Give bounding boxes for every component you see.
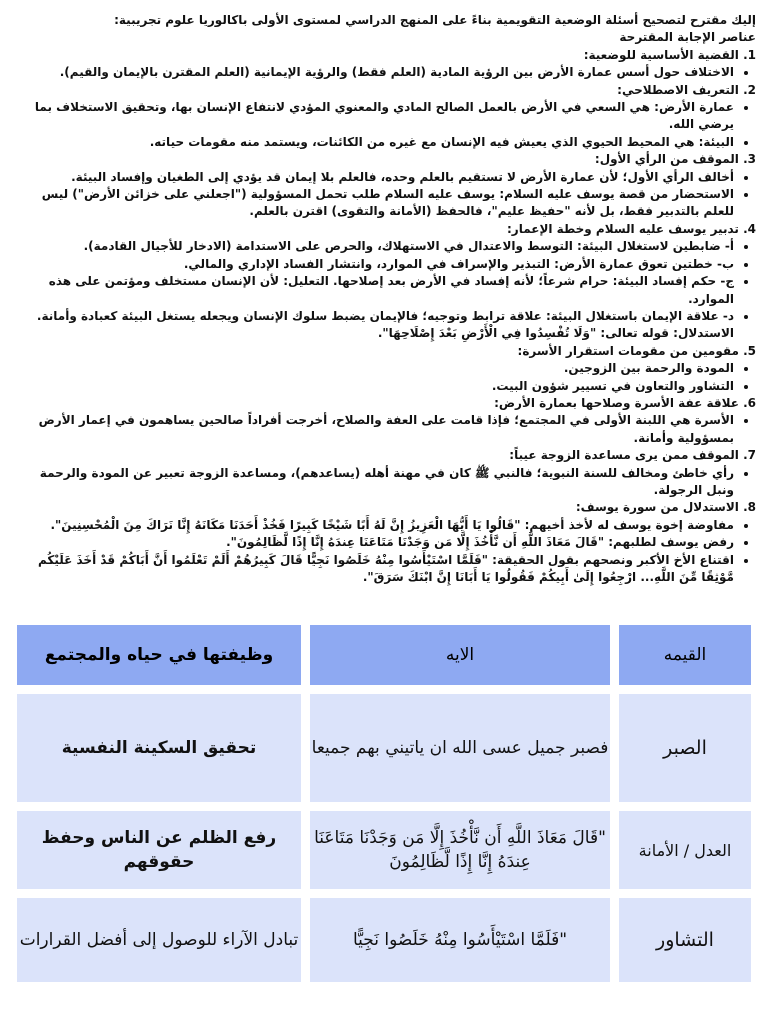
cell-function: تبادل الآراء للوصول إلى أفضل القرارات	[17, 898, 301, 982]
cell-ayah: "فَلَمَّا اسْتَيْأَسُوا مِنْهُ خَلَصُوا نَجِيًّا	[310, 898, 610, 982]
section-5-title: 5. مقومين من مقومات استقرار الأسرة:	[517, 343, 756, 358]
list-item: • رفض يوسف لطلبهم: "قَالَ مَعَاذَ اللَّهِ أَن نَّأْخُذَ إِلَّا مَن وَجَدْنَا مَتَاعَنَا عِندَهُ إِنَّا إِذًا لَّظَالِمُونَ".	[10, 534, 734, 551]
list-item: • التشاور والتعاون في تسيير شؤون البيت.	[10, 378, 734, 395]
table-row	[17, 898, 751, 982]
list-item: • الأسرة هي اللبنة الأولى في المجتمع؛ فإذا قامت على العفة والصلاح، أخرجت أفراداً صالحين يساهمون في إعمار الأرض بمسؤولية وأمانة.	[10, 412, 734, 447]
section-3-list	[10, 169, 756, 221]
section-1-list	[10, 64, 756, 81]
cell-function: رفع الظلم عن الناس وحفظ حقوقهم	[17, 811, 301, 889]
section-5-list	[10, 360, 756, 395]
list-item: • المودة والرحمة بين الزوجين.	[10, 360, 734, 377]
section-7-list	[10, 465, 756, 500]
answer-elements-heading: عناصر الإجابة المقترحة	[619, 30, 756, 45]
section-2-list	[10, 99, 756, 151]
section-8-title: 8. الاستدلال من سورة يوسف:	[575, 500, 756, 515]
list-item: • أ- ضابطين لاستغلال البيئة: التوسط والاعتدال في الاستهلاك، والحرص على الاستدامة (الادخار للأجيال القادمة).	[10, 238, 734, 255]
cell-function: تحقيق السكينة النفسية	[17, 694, 301, 802]
cell-value: العدل / الأمانة	[619, 811, 751, 889]
section-6-list	[10, 412, 756, 447]
list-item: • الاختلاف حول أسس عمارة الأرض بين الرؤية المادية (العلم فقط) والرؤية الإيمانية (العلم المقترن بالإيمان والقيم).	[10, 64, 734, 81]
list-item: • د- علاقة الإيمان باستغلال البيئة: علاقة ترابط وتوجيه؛ فالإيمان يضبط سلوك الإنسان ويجعله يستغل البيئة كعبادة وأمانة. الاستدلال: قوله تعالى: "وَلَا تُفْسِدُوا فِي الْأَرْضِ بَعْدَ إِصْلَاحِهَا".	[10, 308, 734, 343]
table-header-row	[17, 625, 751, 685]
cell-ayah: فصبر جميل عسى الله ان ياتيني بهم جميعا	[310, 694, 610, 802]
table-row	[17, 694, 751, 802]
list-item: • مفاوضة إخوة يوسف له لأخذ أخيهم: "قَالُوا يَا أَيُّهَا الْعَزِيزُ إِنَّ لَهُ أَبًا شَيْخًا كَبِيرًا فَخُذْ أَحَدَنَا مَكَانَهُ إِنَّا نَرَاكَ مِنَ الْمُحْسِنِينَ".	[10, 517, 734, 534]
section-2-title: 2. التعريف الاصطلاحي:	[617, 82, 756, 97]
table-row	[17, 811, 751, 889]
document-body	[10, 12, 756, 586]
section-8-list	[10, 517, 756, 587]
cell-value: الصبر	[619, 694, 751, 802]
list-item: • عمارة الأرض: هي السعي في الأرض بالعمل الصالح المادي والمعنوي المؤدي لانتفاع الإنسان بها، وتحقيق الاستخلاف بما يرضي الله.	[10, 99, 734, 134]
list-item: • ب- خطتين تعوق عمارة الأرض: التبذير والإسراف في الموارد، وانتشار الفساد الإداري والمالي.	[10, 256, 734, 273]
section-4-list	[10, 238, 756, 342]
values-table	[8, 616, 760, 991]
section-4-title: 4. تدبير يوسف عليه السلام وخطة الإعمار:	[507, 221, 756, 236]
header-ayah: الايه	[310, 625, 610, 685]
list-item: • ج- حكم إفساد البيئة: حرام شرعاً؛ لأنه إفساد في الأرض بعد إصلاحها. التعليل: لأن الإنسان مستخلف ومؤتمن على هذه الموارد.	[10, 273, 734, 308]
section-6-title: 6. علاقة عفة الأسرة وصلاحها بعمارة الأرض:	[494, 395, 756, 410]
header-value: القيمه	[619, 625, 751, 685]
section-1-title: 1. القضية الأساسية للوضعية:	[583, 47, 756, 62]
list-item: • رأي خاطئ ومخالف للسنة النبوية؛ فالنبي ﷺ كان في مهنة أهله (يساعدهم)، ومساعدة الزوجة تعبير عن المودة والرحمة ونبل الرجولة.	[10, 465, 734, 500]
list-item: • أخالف الرأي الأول؛ لأن عمارة الأرض لا تستقيم بالعلم وحده، فالعلم بلا إيمان قد يؤدي إلى الطغيان وإفساد البيئة.	[10, 169, 734, 186]
header-function: وظيفتها في حياه والمجتمع	[17, 625, 301, 685]
cell-ayah: "قَالَ مَعَاذَ اللَّهِ أَن نَّأْخُذَ إِلَّا مَن وَجَدْنَا مَتَاعَنَا عِندَهُ إِنَّا إِذًا لَّظَالِمُونَ	[310, 811, 610, 889]
list-item: • البيئة: هي المحيط الحيوي الذي يعيش فيه الإنسان مع غيره من الكائنات، ويستمد منه مقومات حياته.	[10, 134, 734, 151]
section-7-title: 7. الموقف ممن يرى مساعدة الزوجة عيباً:	[509, 448, 756, 463]
cell-value: التشاور	[619, 898, 751, 982]
section-3-title: 3. الموقف من الرأي الأول:	[594, 152, 756, 167]
list-item: • اقتناع الأخ الأكبر ونصحهم بقول الحقيقة: "فَلَمَّا اسْتَيْأَسُوا مِنْهُ خَلَصُوا نَجِيًّا قَالَ كَبِيرُهُمْ أَلَمْ تَعْلَمُوا أَنَّ أَبَاكُمْ قَدْ أَخَذَ عَلَيْكُم مَّوْثِقًا مِّنَ اللَّهِ... ارْجِعُوا إِلَىٰ أَبِيكُمْ فَقُولُوا يَا أَبَانَا إِنَّ ابْنَكَ سَرَقَ".	[10, 552, 734, 587]
intro-text: إليك مقترح لتصحيح أسئلة الوضعية التقويمية بناءً على المنهج الدراسي لمستوى الأولى باكالوريا علوم تجريبية:	[114, 13, 756, 27]
list-item: • الاستحضار من قصة يوسف عليه السلام: يوسف عليه السلام طلب تحمل المسؤولية ("اجعلني على خزائن الأرض") ليس للعلم بالتدبير فقط، بل لأنه "حفيظ عليم"، فالحفظ (الأمانة والتقوى) اقترن بالعلم.	[10, 186, 734, 221]
